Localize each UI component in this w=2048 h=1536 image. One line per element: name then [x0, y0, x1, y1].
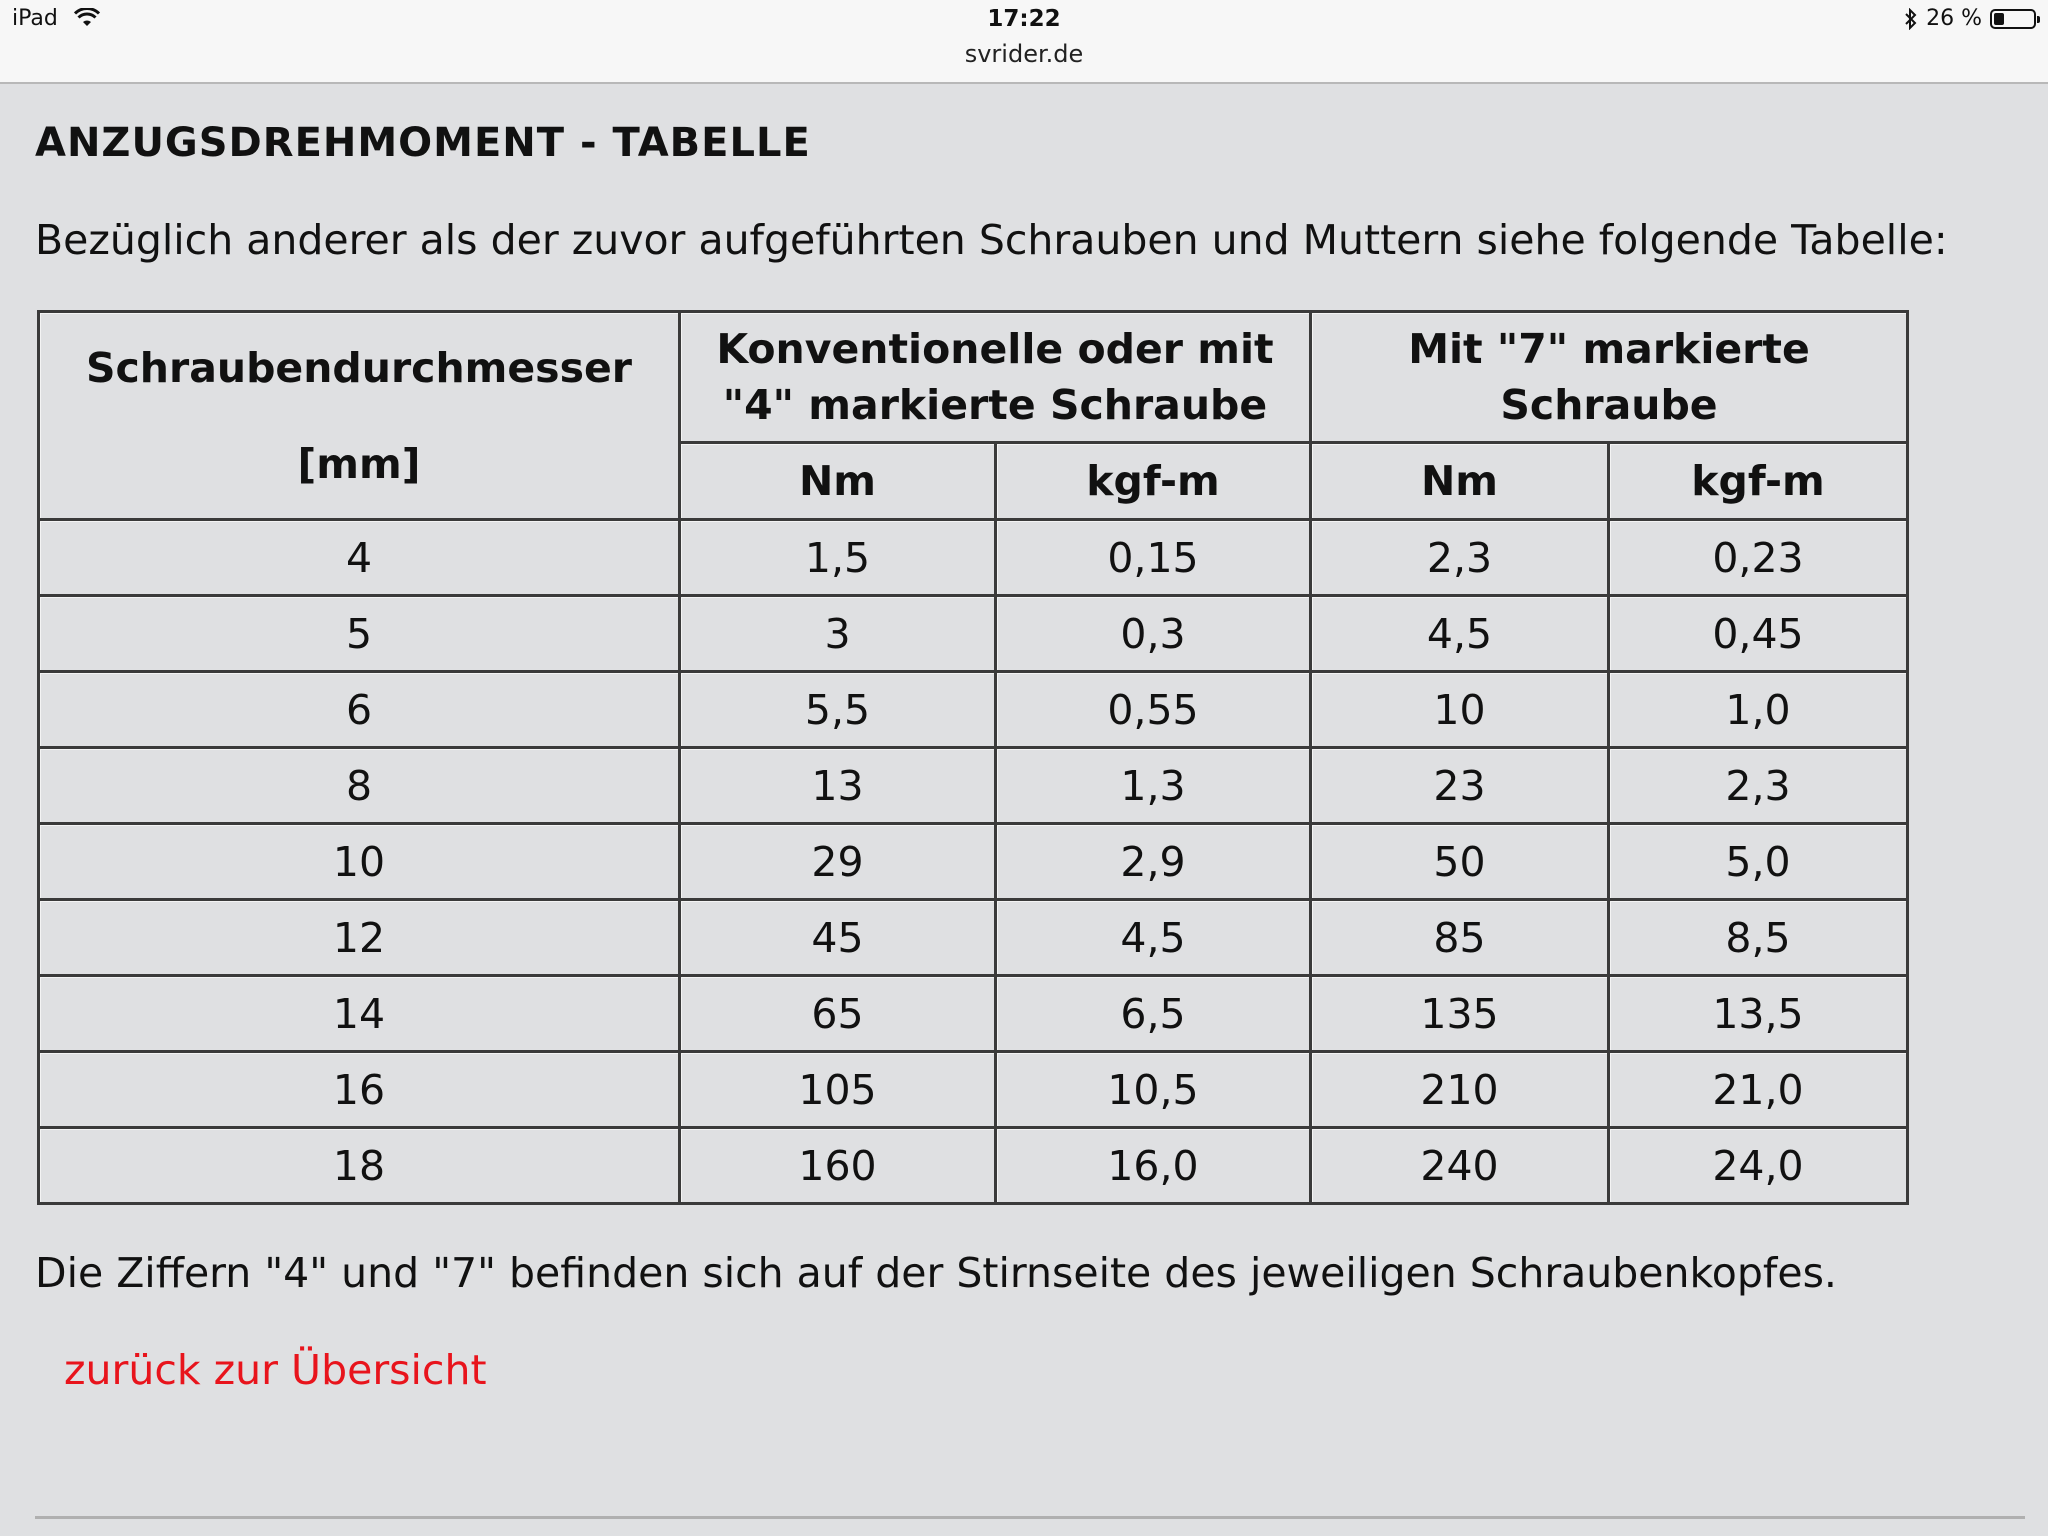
- status-bar: [0, 0, 2048, 84]
- torque-table: [37, 310, 1909, 1205]
- table-cell: 13: [680, 748, 996, 824]
- table-cell: 2,9: [996, 824, 1311, 900]
- table-row: [39, 900, 1908, 976]
- table-row: [39, 976, 1908, 1052]
- battery-level: [1994, 13, 2004, 25]
- header-row: [39, 312, 1908, 443]
- unit-header: kgf-m: [1609, 443, 1908, 520]
- table-cell: 8: [39, 748, 680, 824]
- diameter-header-label: Schraubendurchmesser: [85, 343, 633, 392]
- marked7-header-line1: Mit "7" markierte: [1408, 325, 1810, 373]
- table-cell: 105: [680, 1052, 996, 1128]
- back-to-overview-link[interactable]: zurück zur Übersicht: [64, 1346, 487, 1394]
- table-row: [39, 520, 1908, 596]
- conventional-header-line1: Konventionelle oder mit: [716, 325, 1274, 373]
- table-row: [39, 748, 1908, 824]
- table-cell: 10: [39, 824, 680, 900]
- table-cell: 0,3: [996, 596, 1311, 672]
- footnote-text: Die Ziffern "4" und "7" befinden sich auf der Stirnseite des jeweiligen Schraubenkopfes.: [35, 1249, 1837, 1297]
- table-cell: 4,5: [996, 900, 1311, 976]
- table-cell: 29: [680, 824, 996, 900]
- table-cell: 160: [680, 1128, 996, 1204]
- table-row: [39, 672, 1908, 748]
- unit-header: kgf-m: [996, 443, 1311, 520]
- table-cell: 14: [39, 976, 680, 1052]
- table-cell: 1,5: [680, 520, 996, 596]
- table-cell: 10,5: [996, 1052, 1311, 1128]
- intro-text: Bezüglich anderer als der zuvor aufgeführten Schrauben und Muttern siehe folgende Tabelle:: [35, 216, 1948, 264]
- table-cell: 3: [680, 596, 996, 672]
- diameter-unit-label: [mm]: [297, 439, 421, 488]
- table-row: [39, 1128, 1908, 1204]
- table-cell: 5,0: [1609, 824, 1908, 900]
- table-cell: 2,3: [1609, 748, 1908, 824]
- table-cell: 1,3: [996, 748, 1311, 824]
- table-cell: 5: [39, 596, 680, 672]
- table-row: [39, 596, 1908, 672]
- table-cell: 0,45: [1609, 596, 1908, 672]
- battery-percent: 26 %: [1926, 6, 1982, 31]
- divider: [35, 1516, 2025, 1519]
- table-cell: 4,5: [1311, 596, 1609, 672]
- table-cell: 1,0: [1609, 672, 1908, 748]
- table-cell: 0,15: [996, 520, 1311, 596]
- table-cell: 4: [39, 520, 680, 596]
- status-right: [1904, 6, 2036, 31]
- table-cell: 16,0: [996, 1128, 1311, 1204]
- bluetooth-icon: [1904, 8, 1918, 30]
- table-cell: 18: [39, 1128, 680, 1204]
- table-cell: 5,5: [680, 672, 996, 748]
- table-cell: 0,55: [996, 672, 1311, 748]
- table-cell: 2,3: [1311, 520, 1609, 596]
- table-cell: 16: [39, 1052, 680, 1128]
- table-cell: 10: [1311, 672, 1609, 748]
- table-cell: 6: [39, 672, 680, 748]
- table-cell: 21,0: [1609, 1052, 1908, 1128]
- diameter-header: [39, 312, 680, 520]
- conventional-screw-header: [680, 312, 1311, 443]
- table-cell: 0,23: [1609, 520, 1908, 596]
- unit-header: Nm: [680, 443, 996, 520]
- table-cell: 45: [680, 900, 996, 976]
- table-cell: 240: [1311, 1128, 1609, 1204]
- table-row: [39, 1052, 1908, 1128]
- table-cell: 50: [1311, 824, 1609, 900]
- address-bar[interactable]: svrider.de: [964, 40, 1084, 68]
- page-title: ANZUGSDREHMOMENT - TABELLE: [35, 120, 811, 166]
- table-cell: 135: [1311, 976, 1609, 1052]
- table-cell: 85: [1311, 900, 1609, 976]
- table-cell: 6,5: [996, 976, 1311, 1052]
- table-cell: 23: [1311, 748, 1609, 824]
- device-label: iPad: [12, 6, 58, 31]
- clock: 17:22: [987, 6, 1061, 32]
- table-cell: 12: [39, 900, 680, 976]
- table-cell: 8,5: [1609, 900, 1908, 976]
- table-cell: 210: [1311, 1052, 1609, 1128]
- table-row: [39, 824, 1908, 900]
- table-cell: 65: [680, 976, 996, 1052]
- table-cell: 24,0: [1609, 1128, 1908, 1204]
- table-cell: 13,5: [1609, 976, 1908, 1052]
- conventional-header-line2: "4" markierte Schraube: [722, 381, 1268, 429]
- marked7-header-line2: Schraube: [1500, 381, 1718, 429]
- battery-icon: [1990, 9, 2036, 29]
- marked7-screw-header: [1311, 312, 1908, 443]
- unit-header: Nm: [1311, 443, 1609, 520]
